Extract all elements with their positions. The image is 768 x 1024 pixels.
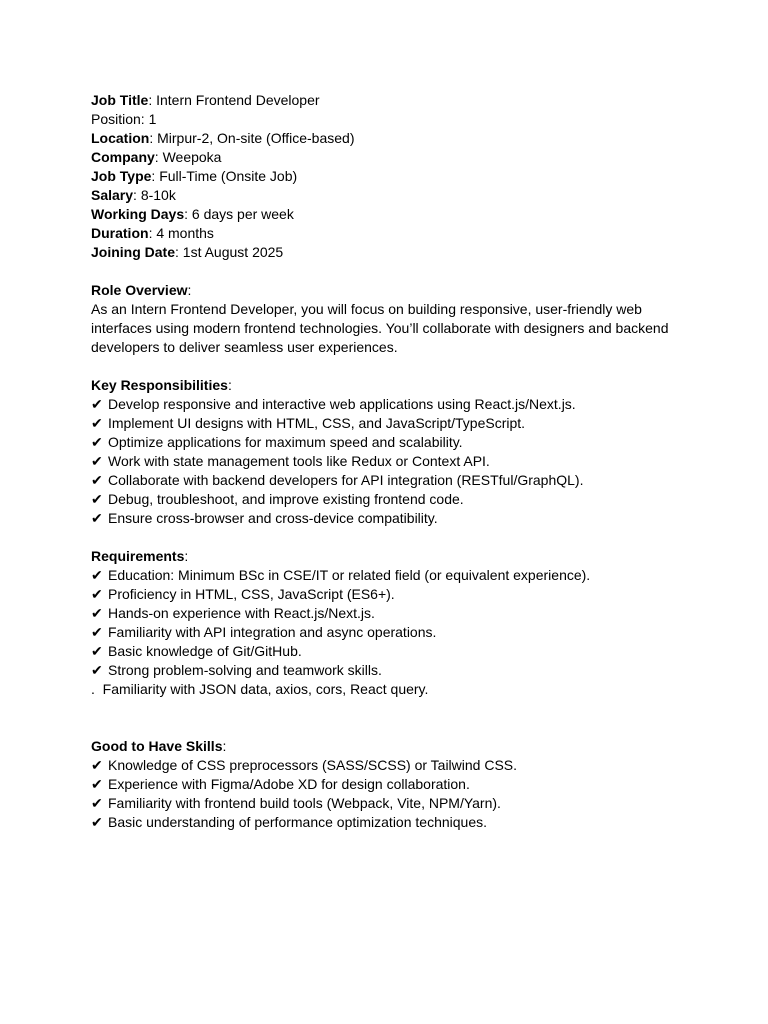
list-item xyxy=(91,585,731,604)
job-type-value: : Full-Time (Onsite Job) xyxy=(151,168,298,184)
check-icon: ✔ xyxy=(91,795,103,811)
company-label: Company xyxy=(91,149,155,165)
responsibilities-heading: Key Responsibilities xyxy=(91,377,228,393)
responsibilities-heading-line xyxy=(91,376,731,395)
list-item-text: Collaborate with backend developers for API integration (RESTful/GraphQL). xyxy=(108,472,584,488)
role-overview-heading-line xyxy=(91,281,731,300)
requirements-heading-line xyxy=(91,547,731,566)
location-line xyxy=(91,129,731,148)
list-item-text: Develop responsive and interactive web applications using React.js/Next.js. xyxy=(108,396,576,412)
list-item xyxy=(91,452,731,471)
position-line: Position: 1 xyxy=(91,111,157,127)
location-value: : Mirpur-2, On-site (Office-based) xyxy=(149,130,355,146)
job-meta-block xyxy=(91,91,731,262)
requirements-section xyxy=(91,547,731,699)
check-icon: ✔ xyxy=(91,472,103,488)
list-item-text: Basic knowledge of Git/GitHub. xyxy=(108,643,302,659)
heading-colon: : xyxy=(187,282,192,298)
check-icon: ✔ xyxy=(91,643,103,659)
job-type-label: Job Type xyxy=(91,168,152,184)
good-to-have-heading-line xyxy=(91,737,731,756)
job-description-document xyxy=(91,91,731,832)
salary-value: : 8-10k xyxy=(133,187,176,203)
working-days-line xyxy=(91,205,731,224)
location-label: Location xyxy=(91,130,150,146)
list-item-text: Education: Minimum BSc in CSE/IT or related field (or equivalent experience). xyxy=(108,567,591,583)
check-icon: ✔ xyxy=(91,453,103,469)
good-to-have-heading: Good to Have Skills xyxy=(91,738,223,754)
job-title-value: : Intern Frontend Developer xyxy=(148,92,320,108)
list-item-text: Implement UI designs with HTML, CSS, and JavaScript/TypeScript. xyxy=(108,415,526,431)
role-overview-section xyxy=(91,281,731,357)
list-item xyxy=(91,414,731,433)
list-item-text: Strong problem-solving and teamwork skills. xyxy=(108,662,382,678)
job-title-label: Job Title xyxy=(91,92,149,108)
check-icon: ✔ xyxy=(91,624,103,640)
list-item-text: Experience with Figma/Adobe XD for design collaboration. xyxy=(108,776,470,792)
check-icon: ✔ xyxy=(91,434,103,450)
heading-colon: : xyxy=(222,738,227,754)
check-icon: ✔ xyxy=(91,776,103,792)
list-item xyxy=(91,661,731,680)
duration-label: Duration xyxy=(91,225,149,241)
job-title-line xyxy=(91,91,731,110)
list-item-text: Optimize applications for maximum speed and scalability. xyxy=(108,434,463,450)
role-overview-heading: Role Overview xyxy=(91,282,188,298)
responsibilities-section xyxy=(91,376,731,528)
duration-line xyxy=(91,224,731,243)
heading-colon: : xyxy=(184,548,189,564)
list-item xyxy=(91,623,731,642)
joining-date-line xyxy=(91,243,731,262)
list-item xyxy=(91,775,731,794)
company-line xyxy=(91,148,731,167)
job-type-line xyxy=(91,167,731,186)
list-item xyxy=(91,756,731,775)
joining-date-value: : 1st August 2025 xyxy=(175,244,284,260)
list-item xyxy=(91,433,731,452)
list-item xyxy=(91,490,731,509)
list-item-text: Knowledge of CSS preprocessors (SASS/SCSS) or Tailwind CSS. xyxy=(108,757,518,773)
list-item-text: Debug, troubleshoot, and improve existing frontend code. xyxy=(108,491,464,507)
joining-date-label: Joining Date xyxy=(91,244,176,260)
check-icon: ✔ xyxy=(91,415,103,431)
list-item xyxy=(91,471,731,490)
check-icon: ✔ xyxy=(91,567,103,583)
list-item xyxy=(91,794,731,813)
list-item xyxy=(91,642,731,661)
duration-value: : 4 months xyxy=(148,225,214,241)
check-icon: ✔ xyxy=(91,396,103,412)
heading-colon: : xyxy=(227,377,232,393)
role-overview-text-line: As an Intern Frontend Developer, you will focus on building responsive, user-friendly web xyxy=(91,301,642,317)
salary-line xyxy=(91,186,731,205)
role-overview-text-line: developers to deliver seamless user experiences. xyxy=(91,339,398,355)
list-item-text: Familiarity with API integration and async operations. xyxy=(108,624,437,640)
check-icon: ✔ xyxy=(91,662,103,678)
check-icon: ✔ xyxy=(91,491,103,507)
working-days-label: Working Days xyxy=(91,206,185,222)
role-overview-text-line: interfaces using modern frontend technologies. You’ll collaborate with designers and backend xyxy=(91,320,669,336)
check-icon: ✔ xyxy=(91,605,103,621)
good-to-have-section xyxy=(91,737,731,832)
company-value: : Weepoka xyxy=(154,149,222,165)
check-icon: ✔ xyxy=(91,757,103,773)
list-item-text: Familiarity with frontend build tools (Webpack, Vite, NPM/Yarn). xyxy=(108,795,501,811)
extra-requirement-line: . Familiarity with JSON data, axios, cors, React query. xyxy=(91,681,429,697)
list-item-text: Hands-on experience with React.js/Next.js. xyxy=(108,605,375,621)
list-item xyxy=(91,509,731,528)
salary-label: Salary xyxy=(91,187,134,203)
list-item-text: Ensure cross-browser and cross-device compatibility. xyxy=(108,510,438,526)
check-icon: ✔ xyxy=(91,586,103,602)
list-item xyxy=(91,604,731,623)
list-item xyxy=(91,813,731,832)
working-days-value: : 6 days per week xyxy=(184,206,294,222)
list-item-text: Proficiency in HTML, CSS, JavaScript (ES6+). xyxy=(108,586,395,602)
requirements-heading: Requirements xyxy=(91,548,185,564)
check-icon: ✔ xyxy=(91,510,103,526)
check-icon: ✔ xyxy=(91,814,103,830)
list-item-text: Work with state management tools like Redux or Context API. xyxy=(108,453,490,469)
list-item xyxy=(91,395,731,414)
list-item xyxy=(91,566,731,585)
list-item-text: Basic understanding of performance optimization techniques. xyxy=(108,814,487,830)
